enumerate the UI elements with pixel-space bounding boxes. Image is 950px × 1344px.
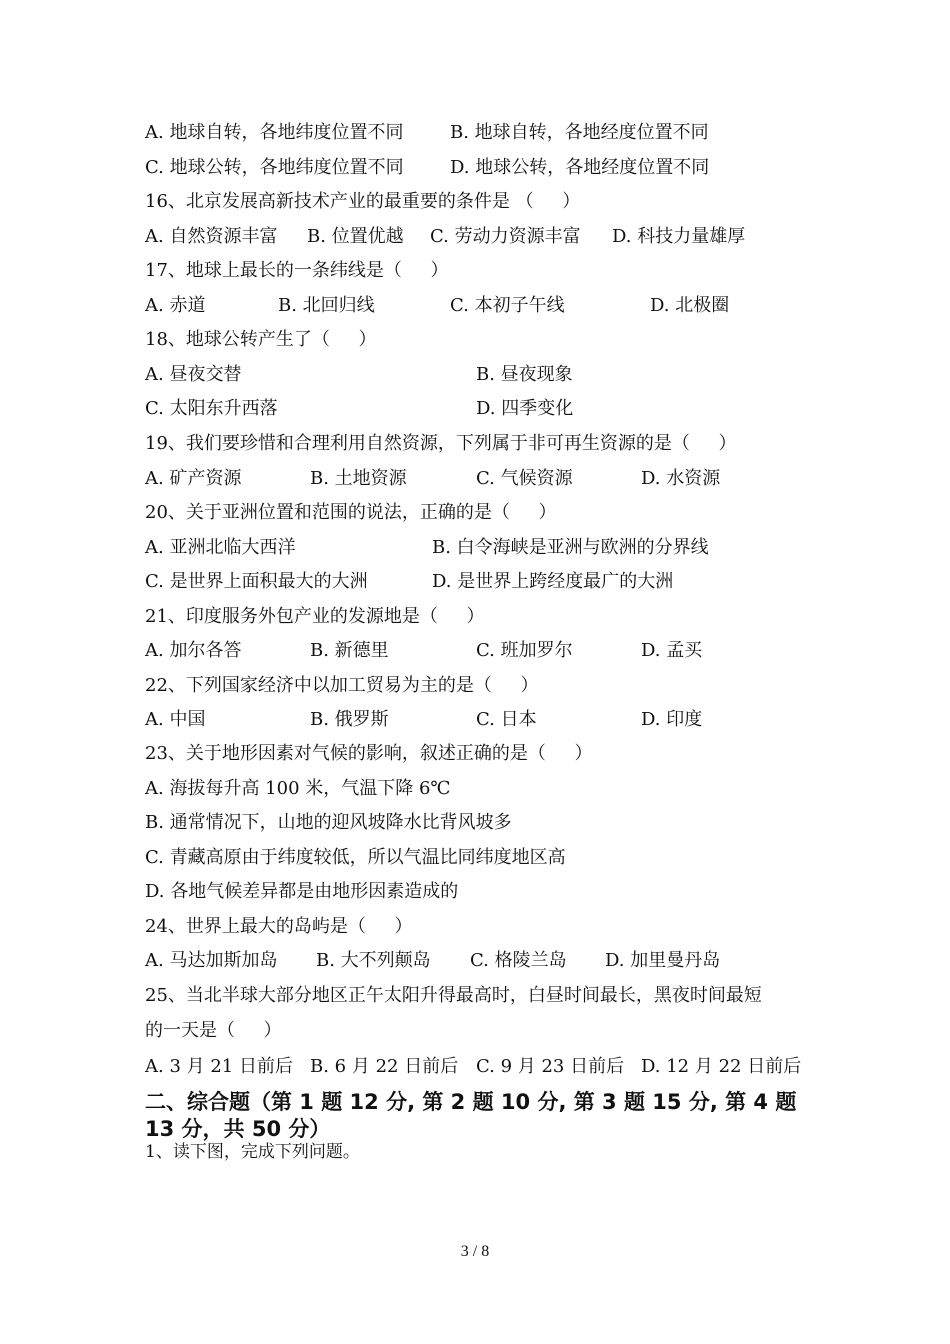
q20-option-b: B. 白令海峡是亚洲与欧洲的分界线: [432, 537, 709, 558]
q18-option-b: B. 昼夜现象: [476, 364, 573, 385]
q25-stem-line1: 25、当北半球大部分地区正午太阳升得最高时，白昼时间最长，黑夜时间最短: [145, 985, 762, 1006]
q23-option-d: D. 各地气候差异都是由地形因素造成的: [145, 881, 459, 902]
q17-option-c: C. 本初子午线: [450, 295, 565, 316]
q20-option-d: D. 是世界上跨经度最广的大洲: [432, 571, 674, 592]
section2-question-1: 1、读下图，完成下列问题。: [145, 1142, 360, 1162]
q24-option-a: A. 马达加斯加岛: [145, 950, 278, 971]
q16-option-a: A. 自然资源丰富: [145, 226, 278, 247]
q18-stem: 18、地球公转产生了（ ）: [145, 329, 377, 350]
q21-stem: 21、印度服务外包产业的发源地是（ ）: [145, 606, 485, 627]
q24-option-d: D. 加里曼丹岛: [605, 950, 721, 971]
q18-option-a: A. 昼夜交替: [145, 364, 242, 385]
q21-option-d: D. 孟买: [641, 640, 703, 661]
q20-option-c: C. 是世界上面积最大的大洲: [145, 571, 368, 592]
q22-option-d: D. 印度: [641, 709, 703, 730]
q17-stem: 17、地球上最长的一条纬线是（ ）: [145, 260, 449, 281]
q24-stem: 24、世界上最大的岛屿是（ ）: [145, 916, 413, 937]
q25-option-c: C. 9 月 23 日前后: [476, 1056, 625, 1077]
q25-stem-line2: 的一天是（ ）: [145, 1020, 282, 1041]
q16-stem: 16、北京发展高新技术产业的最重要的条件是 （ ）: [145, 191, 581, 212]
page-number: 3 / 8: [460, 1243, 490, 1260]
q25-option-b: B. 6 月 22 日前后: [310, 1056, 459, 1077]
q19-option-a: A. 矿产资源: [145, 468, 242, 489]
q20-option-a: A. 亚洲北临大西洋: [145, 537, 296, 558]
q16-option-c: C. 劳动力资源丰富: [430, 226, 581, 247]
q25-option-d: D. 12 月 22 日前后: [641, 1056, 802, 1077]
q23-option-a: A. 海拔每升高 100 米，气温下降 6℃: [145, 778, 451, 799]
q25-option-a: A. 3 月 21 日前后: [145, 1056, 293, 1077]
q18-option-d: D. 四季变化: [476, 398, 574, 419]
q19-stem: 19、我们要珍惜和合理利用自然资源，下列属于非可再生资源的是（ ）: [145, 433, 737, 454]
q18-option-c: C. 太阳东升西落: [145, 398, 278, 419]
q15-option-b: B. 地球自转，各地经度位置不同: [450, 122, 709, 143]
q23-stem: 23、关于地形因素对气候的影响，叙述正确的是（ ）: [145, 743, 593, 764]
q15-option-c: C. 地球公转，各地纬度位置不同: [145, 157, 404, 178]
q17-option-a: A. 赤道: [145, 295, 206, 316]
q22-stem: 22、下列国家经济中以加工贸易为主的是（ ）: [145, 675, 539, 696]
q19-option-b: B. 土地资源: [310, 468, 407, 489]
q23-option-c: C. 青藏高原由于纬度较低，所以气温比同纬度地区高: [145, 847, 566, 868]
q16-option-d: D. 科技力量雄厚: [612, 226, 746, 247]
q23-option-b: B. 通常情况下，山地的迎风坡降水比背风坡多: [145, 812, 512, 833]
q21-option-b: B. 新德里: [310, 640, 389, 661]
q19-option-c: C. 气候资源: [476, 468, 573, 489]
q22-option-a: A. 中国: [145, 709, 206, 730]
q21-option-c: C. 班加罗尔: [476, 640, 573, 661]
q24-option-c: C. 格陵兰岛: [470, 950, 567, 971]
q16-option-b: B. 位置优越: [307, 226, 404, 247]
q24-option-b: B. 大不列颠岛: [316, 950, 431, 971]
q20-stem: 20、关于亚洲位置和范围的说法，正确的是（ ）: [145, 502, 557, 523]
q19-option-d: D. 水资源: [641, 468, 721, 489]
q22-option-b: B. 俄罗斯: [310, 709, 389, 730]
section-heading: 二、综合题（第 1 题 12 分, 第 2 题 10 分, 第 3 题 15 分, 第 4 题 13 分，共 50 分）: [145, 1090, 797, 1141]
q22-option-c: C. 日本: [476, 709, 537, 730]
q17-option-b: B. 北回归线: [278, 295, 375, 316]
q15-option-d: D. 地球公转，各地经度位置不同: [450, 157, 710, 178]
q15-option-a: A. 地球自转，各地纬度位置不同: [145, 122, 404, 143]
q21-option-a: A. 加尔各答: [145, 640, 242, 661]
q17-option-d: D. 北极圈: [650, 295, 730, 316]
